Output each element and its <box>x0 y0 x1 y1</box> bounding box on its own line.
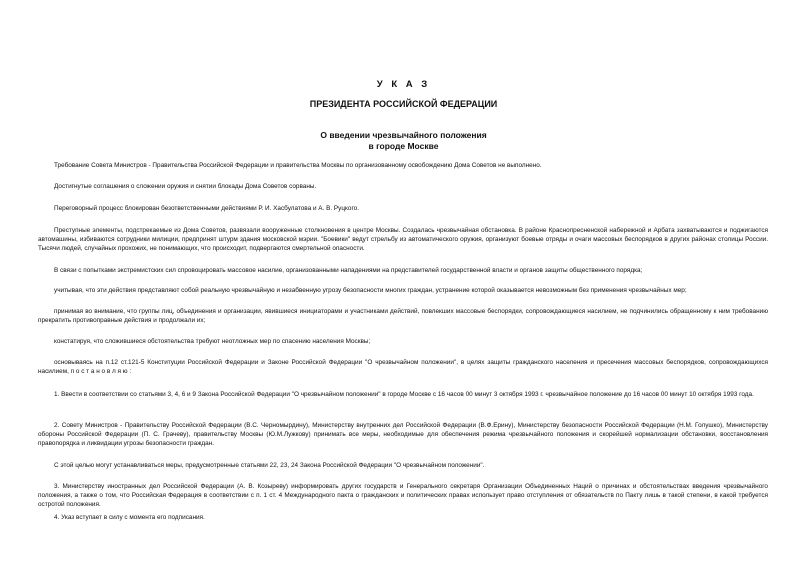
topic-line-1: О введении чрезвычайного положения <box>320 130 487 140</box>
paragraph-13: 3. Министерству иностранных дел Российской Федерации (А. В. Козыреву) информировать других государств и Генерального секретаря Организации Объединенных Наций о причинах и обстоятельствах введения чрезвычайного положения, а также о том, что Российская Федерация в соответствии с п. 1 ст. 4 Международного пакта о гражданских и политических правах использует право отступления от обязательств по Пакту лишь в такой степени, в какой требуется остротой положения. <box>38 483 768 509</box>
decree-topic <box>0 130 807 152</box>
decree-title: У К А З <box>376 79 431 90</box>
topic-line-2: в городе Москве <box>368 141 439 151</box>
paragraph-5: В связи с попытками экстремистских сил спровоцировать массовое насилие, организованными нападениями на представителей государственной власти и органов защиты общественного порядка; <box>54 267 643 274</box>
paragraph-14: 4. Указ вступает в силу с момента его подписания. <box>54 514 205 521</box>
paragraph-8: констатируя, что сложившиеся обстоятельства требуют неотложных мер по спасению населения Москвы; <box>54 338 371 345</box>
paragraph-9: основываясь на п.12 ст.121-5 Конституции Российской Федерации и Законе Российской Федерации "О чрезвычайном положении", в целях защиты гражданского населения и пресечения массовых беспорядков, сопровождающихся насилием, п о с т а н о в л я ю : <box>38 359 768 376</box>
paragraph-11: 2. Совету Министров - Правительству Российской Федерации (В.С. Черномырдину), Министерству внутренних дел Российской Федерации (В.Ф.Ерину), Министерству безопасности Российской Федерации (Н.М. Голушко), Министерству обороны Российской Федерации (П. С. Грачеву), правительству Москвы (Ю.М.Лужкову) принимать все меры, необходимые для обеспечения режима чрезвычайного положения и скорейшей нормализации обстановки, восстановления правопорядка и ликвидации угрозы безопасности граждан. <box>38 422 768 448</box>
paragraph-4: Преступные элементы, подстрекаемые из Дома Советов, развязали вооруженные столкновения в центре Москвы. Создалась чрезвычайная обстановка. В районе Краснопресненской набережной и Арбата захватываются и поджигаются автомашины, избиваются сотрудники милиции, предпринят штурм здания московской мэрии. "Боевики" ведут стрельбу из автоматического оружия, организуют боевые отряды и очаги массовых беспорядков в других районах столицы России. Тысячи людей, случайных прохожих, не понимающих, что происходит, подвергаются смертельной опасности. <box>38 227 768 253</box>
paragraph-6: учитывая, что эти действия представляют собой реальную чрезвычайную и незабвенную угрозу безопасности многих граждан, устранение которой оказывается невозможным без применения чрезвычайных мер; <box>54 287 687 294</box>
paragraph-10: 1. Ввести в соответствии со статьями 3, 4, 6 и 9 Закона Российской Федерации "О чрезвычайном положении" в городе Москве с 16 часов 00 минут 3 октября 1993 г. чрезвычайное положение до 16 часов 00 минут 10 октября 1993 года. <box>54 391 754 398</box>
paragraph-1: Требование Совета Министров - Правительства Российской Федерации и правительства Москвы по организованному освобождению Дома Советов не выполнено. <box>54 162 542 169</box>
decree-subtitle: ПРЕЗИДЕНТА РОССИЙСКОЙ ФЕДЕРАЦИИ <box>309 99 498 109</box>
paragraph-2: Достигнутые соглашения о сложении оружия и снятии блокады Дома Советов сорваны. <box>54 183 317 190</box>
paragraph-3: Переговорный процесс блокирован безответственными действиями Р. И. Хасбулатова и А. В. Руцкого. <box>54 205 359 212</box>
paragraph-7: принимая во внимание, что группы лиц, объединения и организации, явившиеся инициаторами и участниками действий, повлекших массовые беспорядки, сопровождающиеся насилием, не подчинились обращенному к ним требованию прекратить противоправные действия и продолжали их; <box>38 308 768 325</box>
paragraph-12: С этой целью могут устанавливаться меры, предусмотренные статьями 22, 23, 24 Закона Российской Федерации "О чрезвычайном положении". <box>54 462 485 469</box>
